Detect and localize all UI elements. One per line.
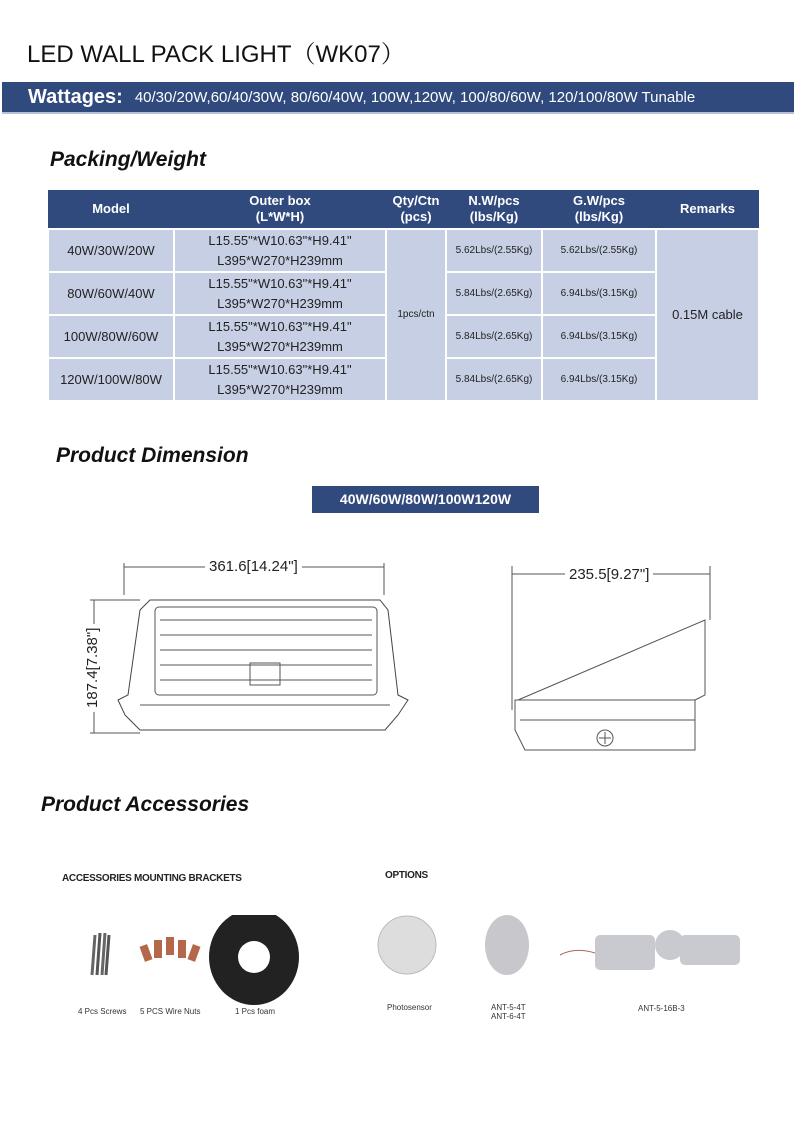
remarks-cell: 0.15M cable [656,229,759,401]
page-title: LED WALL PACK LIGHT（WK07） [27,41,405,68]
table-row [48,229,759,272]
gw-cell: 6.94Lbs/(3.15Kg) [542,358,656,401]
options-images [375,915,755,995]
qty-cell: 1pcs/ctn [386,229,446,401]
height-dimension: 187.4[7.38"] [84,624,101,712]
nw-cell: 5.84Lbs/(2.65Kg) [446,272,542,315]
screws-image [92,933,109,975]
foam-caption: 1 Pcs foam [235,1007,276,1016]
ant-5-16b-3-image [560,930,740,970]
nw-cell: 5.84Lbs/(2.65Kg) [446,358,542,401]
box-cell: L15.55"*W10.63"*H9.41" L395*W270*H239mm [174,358,386,401]
header-outer-box: Outer box (L*W*H) [174,190,386,229]
header-qty: Qty/Ctn (pcs) [386,190,446,229]
packing-table [47,190,760,402]
header-model: Model [48,190,174,229]
wattages-bar [2,82,794,114]
front-view-drawing [80,555,420,745]
depth-dimension: 235.5[9.27"] [565,566,653,583]
packing-heading: Packing/Weight [50,148,206,171]
photosensor-caption: Photosensor [387,1003,432,1012]
wire-nuts-image [140,937,201,962]
accessories-heading: Product Accessories [41,793,250,816]
ant-5-4t-image [485,915,529,975]
models-badge: 40W/60W/80W/100W120W [312,486,539,513]
ant-5-4t-caption: ANT-5-4T [491,1003,526,1012]
model-cell: 40W/30W/20W [48,229,174,272]
dimension-heading: Product Dimension [56,444,249,467]
screws-caption: 4 Pcs Screws [78,1007,127,1016]
model-cell: 120W/100W/80W [48,358,174,401]
wire-nuts-caption: 5 PCS Wire Nuts [140,1007,201,1016]
model-cell: 100W/80W/60W [48,315,174,358]
gw-cell: 5.62Lbs/(2.55Kg) [542,229,656,272]
width-dimension: 361.6[14.24"] [205,558,302,575]
side-view-drawing [500,560,730,760]
header-remarks: Remarks [656,190,759,229]
header-gw: G.W/pcs (lbs/Kg) [542,190,656,229]
gw-cell: 6.94Lbs/(3.15Kg) [542,315,656,358]
model-cell: 80W/60W/40W [48,272,174,315]
photosensor-image [378,916,436,974]
wattages-value: 40/30/20W,60/40/30W, 80/60/40W, 100W,120W, 100/80/60W, 120/100/80W Tunable [134,88,696,106]
wattages-label: Wattages: [28,85,123,108]
header-nw: N.W/pcs (lbs/Kg) [446,190,542,229]
box-cell: L15.55"*W10.63"*H9.41" L395*W270*H239mm [174,229,386,272]
gw-cell: 6.94Lbs/(3.15Kg) [542,272,656,315]
box-cell: L15.55"*W10.63"*H9.41" L395*W270*H239mm [174,315,386,358]
ant-6-4t-caption: ANT-6-4T [491,1012,526,1021]
options-title: OPTIONS [385,870,428,881]
nw-cell: 5.62Lbs/(2.55Kg) [446,229,542,272]
table-header-row [48,190,759,229]
ant-5-16b-3-caption: ANT-5-16B-3 [638,1004,685,1013]
nw-cell: 5.84Lbs/(2.65Kg) [446,315,542,358]
box-cell: L15.55"*W10.63"*H9.41" L395*W270*H239mm [174,272,386,315]
accessories-images [80,915,350,1010]
foam-image [209,915,299,1005]
brackets-title: ACCESSORIES MOUNTING BRACKETS [62,873,242,884]
